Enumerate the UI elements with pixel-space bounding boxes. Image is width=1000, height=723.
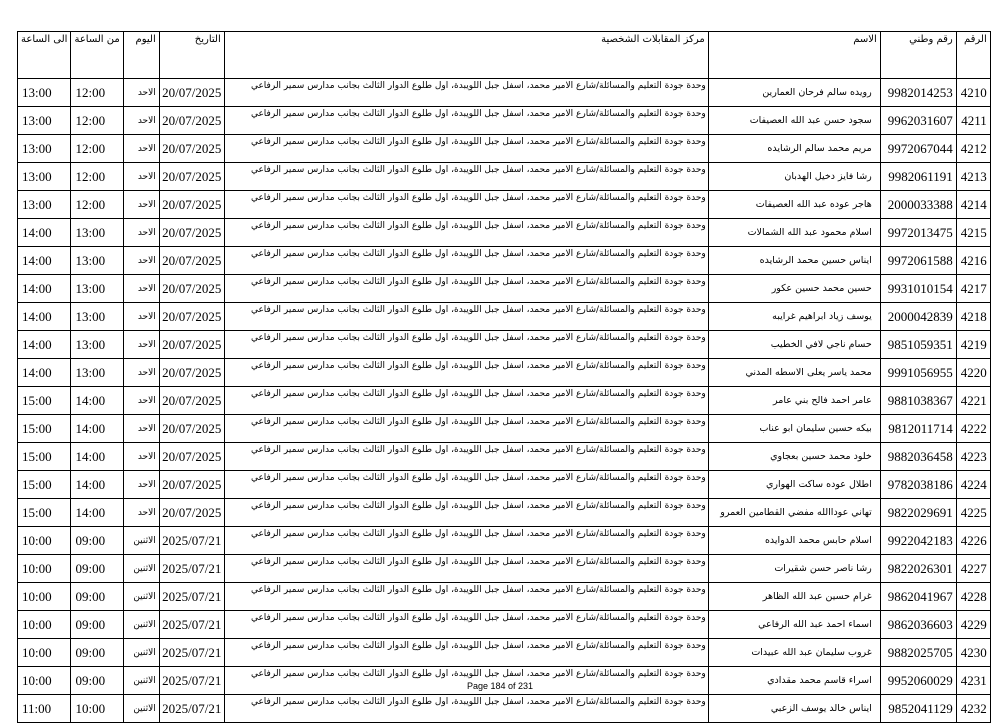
to-time-cell: 14:00 [18,359,71,387]
interview-center-cell: وحدة جودة التعليم والمسائلة/شارع الامير محمد، اسفل جبل اللويبدة، اول طلوع الدوار الثالث بجانب مدارس سمير الرفاعي [224,471,708,499]
from-time-cell: 09:00 [71,527,123,555]
from-time-cell: 14:00 [71,443,123,471]
day-cell: الاحد [123,359,159,387]
day-cell: الاحد [123,415,159,443]
interview-center-cell: وحدة جودة التعليم والمسائلة/شارع الامير محمد، اسفل جبل اللويبدة، اول طلوع الدوار الثالث بجانب مدارس سمير الرفاعي [224,695,708,723]
header-row [18,32,991,79]
day-cell: الاحد [123,303,159,331]
day-cell: الاثنين [123,667,159,695]
table-row [18,415,991,443]
name-cell: ايناس خالد يوسف الزعبي [708,695,880,723]
interview-center-cell: وحدة جودة التعليم والمسائلة/شارع الامير محمد، اسفل جبل اللويبدة، اول طلوع الدوار الثالث بجانب مدارس سمير الرفاعي [224,219,708,247]
row-number-cell: 4213 [956,163,990,191]
day-cell: الاثنين [123,555,159,583]
date-cell: 20/07/2025 [159,303,224,331]
to-time-cell: 15:00 [18,387,71,415]
day-cell: الاحد [123,247,159,275]
name-cell: حسين محمد حسين عكور [708,275,880,303]
national-id-cell: 9962031607 [880,107,956,135]
date-cell: 20/07/2025 [159,443,224,471]
from-time-cell: 13:00 [71,331,123,359]
date-cell: 20/07/2025 [159,387,224,415]
table-row [18,219,991,247]
to-time-cell: 14:00 [18,331,71,359]
to-time-cell: 15:00 [18,415,71,443]
table-row [18,135,991,163]
interview-center-cell: وحدة جودة التعليم والمسائلة/شارع الامير محمد، اسفل جبل اللويبدة، اول طلوع الدوار الثالث بجانب مدارس سمير الرفاعي [224,303,708,331]
header-national-id: رقم وطني [880,32,956,79]
row-number-cell: 4227 [956,555,990,583]
table-body [18,79,991,723]
header-date: التاريخ [159,32,224,79]
date-cell: 20/07/2025 [159,415,224,443]
header-from-time: من الساعة [71,32,123,79]
day-cell: الاحد [123,499,159,527]
from-time-cell: 12:00 [71,135,123,163]
day-cell: الاثنين [123,639,159,667]
name-cell: خلود محمد حسين بعجاوي [708,443,880,471]
from-time-cell: 13:00 [71,359,123,387]
to-time-cell: 10:00 [18,667,71,695]
name-cell: يوسف زياد ابراهيم غرايبه [708,303,880,331]
name-cell: اسراء قاسم محمد مقدادي [708,667,880,695]
national-id-cell: 9881038367 [880,387,956,415]
row-number-cell: 4219 [956,331,990,359]
date-cell: 20/07/2025 [159,163,224,191]
name-cell: رشا ناصر حسن شقيرات [708,555,880,583]
date-cell: 2025/07/21 [159,695,224,723]
to-time-cell: 11:00 [18,695,71,723]
to-time-cell: 13:00 [18,135,71,163]
from-time-cell: 12:00 [71,107,123,135]
interview-center-cell: وحدة جودة التعليم والمسائلة/شارع الامير محمد، اسفل جبل اللويبدة، اول طلوع الدوار الثالث بجانب مدارس سمير الرفاعي [224,359,708,387]
name-cell: بيكه حسين سليمان ابو عناب [708,415,880,443]
name-cell: اسلام محمود عبد الله الشمالات [708,219,880,247]
interview-center-cell: وحدة جودة التعليم والمسائلة/شارع الامير محمد، اسفل جبل اللويبدة، اول طلوع الدوار الثالث بجانب مدارس سمير الرفاعي [224,135,708,163]
date-cell: 20/07/2025 [159,499,224,527]
name-cell: ايناس حسين محمد الرشايده [708,247,880,275]
interview-center-cell: وحدة جودة التعليم والمسائلة/شارع الامير محمد، اسفل جبل اللويبدة، اول طلوع الدوار الثالث بجانب مدارس سمير الرفاعي [224,387,708,415]
national-id-cell: 2000033388 [880,191,956,219]
row-number-cell: 4225 [956,499,990,527]
table-row [18,555,991,583]
row-number-cell: 4226 [956,527,990,555]
table-row [18,247,991,275]
from-time-cell: 12:00 [71,191,123,219]
interview-center-cell: وحدة جودة التعليم والمسائلة/شارع الامير محمد، اسفل جبل اللويبدة، اول طلوع الدوار الثالث بجانب مدارس سمير الرفاعي [224,415,708,443]
row-number-cell: 4211 [956,107,990,135]
national-id-cell: 9972013475 [880,219,956,247]
national-id-cell: 9822026301 [880,555,956,583]
from-time-cell: 14:00 [71,387,123,415]
row-number-cell: 4215 [956,219,990,247]
day-cell: الاحد [123,135,159,163]
national-id-cell: 9982061191 [880,163,956,191]
row-number-cell: 4218 [956,303,990,331]
table-row [18,163,991,191]
date-cell: 2025/07/21 [159,611,224,639]
table-row [18,471,991,499]
date-cell: 20/07/2025 [159,275,224,303]
date-cell: 2025/07/21 [159,555,224,583]
table-row [18,107,991,135]
header-center: مركز المقابلات الشخصية [224,32,708,79]
row-number-cell: 4217 [956,275,990,303]
national-id-cell: 9782038186 [880,471,956,499]
row-number-cell: 4221 [956,387,990,415]
name-cell: عامر احمد فالح بني عامر [708,387,880,415]
date-cell: 2025/07/21 [159,639,224,667]
national-id-cell: 9822029691 [880,499,956,527]
header-num: الرقم [956,32,990,79]
interview-center-cell: وحدة جودة التعليم والمسائلة/شارع الامير محمد، اسفل جبل اللويبدة، اول طلوع الدوار الثالث بجانب مدارس سمير الرفاعي [224,527,708,555]
to-time-cell: 14:00 [18,303,71,331]
to-time-cell: 13:00 [18,79,71,107]
table-row [18,387,991,415]
to-time-cell: 14:00 [18,275,71,303]
name-cell: اسماء احمد عبد الله الرفاعي [708,611,880,639]
national-id-cell: 9851059351 [880,331,956,359]
day-cell: الاحد [123,107,159,135]
day-cell: الاثنين [123,611,159,639]
from-time-cell: 09:00 [71,583,123,611]
day-cell: الاحد [123,387,159,415]
interview-center-cell: وحدة جودة التعليم والمسائلة/شارع الامير محمد، اسفل جبل اللويبدة، اول طلوع الدوار الثالث بجانب مدارس سمير الرفاعي [224,79,708,107]
table-row [18,303,991,331]
national-id-cell: 9982014253 [880,79,956,107]
name-cell: غروب سليمان عبد الله عبيدات [708,639,880,667]
name-cell: رشا فايز دخيل الهدبان [708,163,880,191]
from-time-cell: 09:00 [71,555,123,583]
day-cell: الاحد [123,219,159,247]
table-row [18,191,991,219]
interview-center-cell: وحدة جودة التعليم والمسائلة/شارع الامير محمد، اسفل جبل اللويبدة، اول طلوع الدوار الثالث بجانب مدارس سمير الرفاعي [224,107,708,135]
from-time-cell: 14:00 [71,499,123,527]
table-row [18,611,991,639]
interview-center-cell: وحدة جودة التعليم والمسائلة/شارع الامير محمد، اسفل جبل اللويبدة، اول طلوع الدوار الثالث بجانب مدارس سمير الرفاعي [224,163,708,191]
name-cell: مريم محمد سالم الرشايده [708,135,880,163]
interview-center-cell: وحدة جودة التعليم والمسائلة/شارع الامير محمد، اسفل جبل اللويبدة، اول طلوع الدوار الثالث بجانب مدارس سمير الرفاعي [224,275,708,303]
day-cell: الاحد [123,275,159,303]
from-time-cell: 13:00 [71,219,123,247]
name-cell: رويده سالم فرحان العمارين [708,79,880,107]
day-cell: الاحد [123,163,159,191]
from-time-cell: 13:00 [71,303,123,331]
interview-center-cell: وحدة جودة التعليم والمسائلة/شارع الامير محمد، اسفل جبل اللويبدة، اول طلوع الدوار الثالث بجانب مدارس سمير الرفاعي [224,499,708,527]
day-cell: الاحد [123,79,159,107]
table-row [18,275,991,303]
to-time-cell: 10:00 [18,611,71,639]
interview-center-cell: وحدة جودة التعليم والمسائلة/شارع الامير محمد، اسفل جبل اللويبدة، اول طلوع الدوار الثالث بجانب مدارس سمير الرفاعي [224,555,708,583]
row-number-cell: 4228 [956,583,990,611]
name-cell: سجود حسن عبد الله العصيفات [708,107,880,135]
day-cell: الاحد [123,191,159,219]
national-id-cell: 9852041129 [880,695,956,723]
interview-center-cell: وحدة جودة التعليم والمسائلة/شارع الامير محمد، اسفل جبل اللويبدة، اول طلوع الدوار الثالث بجانب مدارس سمير الرفاعي [224,611,708,639]
to-time-cell: 10:00 [18,639,71,667]
table-row [18,443,991,471]
date-cell: 20/07/2025 [159,107,224,135]
table-row [18,499,991,527]
row-number-cell: 4212 [956,135,990,163]
row-number-cell: 4232 [956,695,990,723]
date-cell: 20/07/2025 [159,79,224,107]
date-cell: 20/07/2025 [159,219,224,247]
to-time-cell: 15:00 [18,443,71,471]
national-id-cell: 9812011714 [880,415,956,443]
to-time-cell: 13:00 [18,107,71,135]
to-time-cell: 10:00 [18,555,71,583]
name-cell: هاجر عوده عبد الله العصيفات [708,191,880,219]
row-number-cell: 4210 [956,79,990,107]
date-cell: 20/07/2025 [159,247,224,275]
national-id-cell: 9862041967 [880,583,956,611]
table-row [18,359,991,387]
row-number-cell: 4222 [956,415,990,443]
to-time-cell: 13:00 [18,191,71,219]
to-time-cell: 10:00 [18,527,71,555]
national-id-cell: 9952060029 [880,667,956,695]
header-to-time: الى الساعة [18,32,71,79]
day-cell: الاثنين [123,583,159,611]
national-id-cell: 9922042183 [880,527,956,555]
row-number-cell: 4214 [956,191,990,219]
name-cell: غرام حسين عبد الله الظاهر [708,583,880,611]
national-id-cell: 9972061588 [880,247,956,275]
to-time-cell: 13:00 [18,163,71,191]
day-cell: الاثنين [123,527,159,555]
day-cell: الاحد [123,443,159,471]
interview-center-cell: وحدة جودة التعليم والمسائلة/شارع الامير محمد، اسفل جبل اللويبدة، اول طلوع الدوار الثالث بجانب مدارس سمير الرفاعي [224,667,708,695]
interview-schedule-table [17,31,991,723]
national-id-cell: 9991056955 [880,359,956,387]
from-time-cell: 14:00 [71,471,123,499]
row-number-cell: 4229 [956,611,990,639]
date-cell: 20/07/2025 [159,471,224,499]
page-number: Page 184 of 231 [466,681,534,691]
from-time-cell: 10:00 [71,695,123,723]
name-cell: محمد ياسر يعلى الاسطه المدني [708,359,880,387]
name-cell: تهاني عوداالله مفضي القطامين العمرو [708,499,880,527]
national-id-cell: 2000042839 [880,303,956,331]
date-cell: 2025/07/21 [159,527,224,555]
from-time-cell: 09:00 [71,611,123,639]
header-day: اليوم [123,32,159,79]
interview-center-cell: وحدة جودة التعليم والمسائلة/شارع الامير محمد، اسفل جبل اللويبدة، اول طلوع الدوار الثالث بجانب مدارس سمير الرفاعي [224,583,708,611]
from-time-cell: 13:00 [71,275,123,303]
national-id-cell: 9862036603 [880,611,956,639]
date-cell: 20/07/2025 [159,331,224,359]
row-number-cell: 4216 [956,247,990,275]
interview-center-cell: وحدة جودة التعليم والمسائلة/شارع الامير محمد، اسفل جبل اللويبدة، اول طلوع الدوار الثالث بجانب مدارس سمير الرفاعي [224,191,708,219]
from-time-cell: 13:00 [71,247,123,275]
name-cell: اسلام حابس محمد الدوايده [708,527,880,555]
date-cell: 20/07/2025 [159,191,224,219]
national-id-cell: 9882036458 [880,443,956,471]
interview-center-cell: وحدة جودة التعليم والمسائلة/شارع الامير محمد، اسفل جبل اللويبدة، اول طلوع الدوار الثالث بجانب مدارس سمير الرفاعي [224,443,708,471]
date-cell: 2025/07/21 [159,667,224,695]
to-time-cell: 10:00 [18,583,71,611]
date-cell: 20/07/2025 [159,359,224,387]
name-cell: حسام ناجي لافي الخطيب [708,331,880,359]
from-time-cell: 12:00 [71,79,123,107]
table-row [18,331,991,359]
interview-center-cell: وحدة جودة التعليم والمسائلة/شارع الامير محمد، اسفل جبل اللويبدة، اول طلوع الدوار الثالث بجانب مدارس سمير الرفاعي [224,331,708,359]
day-cell: الاحد [123,471,159,499]
table-row [18,639,991,667]
table-row [18,583,991,611]
to-time-cell: 14:00 [18,247,71,275]
header-name: الاسم [708,32,880,79]
row-number-cell: 4223 [956,443,990,471]
from-time-cell: 14:00 [71,415,123,443]
national-id-cell: 9931010154 [880,275,956,303]
table-row [18,79,991,107]
to-time-cell: 15:00 [18,499,71,527]
row-number-cell: 4224 [956,471,990,499]
interview-center-cell: وحدة جودة التعليم والمسائلة/شارع الامير محمد، اسفل جبل اللويبدة، اول طلوع الدوار الثالث بجانب مدارس سمير الرفاعي [224,639,708,667]
interview-center-cell: وحدة جودة التعليم والمسائلة/شارع الامير محمد، اسفل جبل اللويبدة، اول طلوع الدوار الثالث بجانب مدارس سمير الرفاعي [224,247,708,275]
from-time-cell: 12:00 [71,163,123,191]
day-cell: الاثنين [123,695,159,723]
table-row [18,695,991,723]
row-number-cell: 4230 [956,639,990,667]
date-cell: 20/07/2025 [159,135,224,163]
date-cell: 2025/07/21 [159,583,224,611]
national-id-cell: 9882025705 [880,639,956,667]
table-row [18,527,991,555]
day-cell: الاحد [123,331,159,359]
from-time-cell: 09:00 [71,639,123,667]
national-id-cell: 9972067044 [880,135,956,163]
row-number-cell: 4231 [956,667,990,695]
from-time-cell: 09:00 [71,667,123,695]
row-number-cell: 4220 [956,359,990,387]
to-time-cell: 14:00 [18,219,71,247]
name-cell: اطلال عوده ساكت الهواري [708,471,880,499]
to-time-cell: 15:00 [18,471,71,499]
